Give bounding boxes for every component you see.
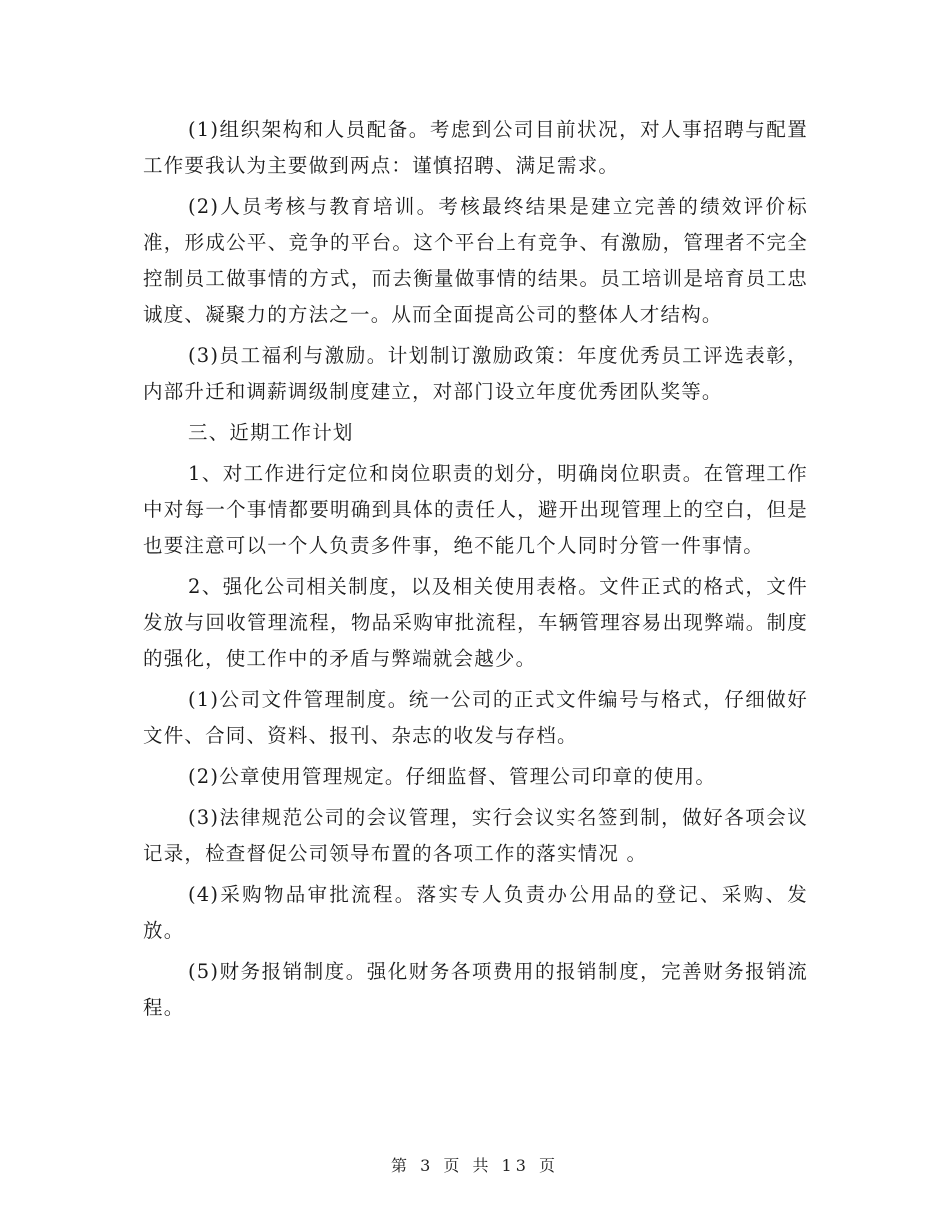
paragraph-strengthen-systems: 2、强化公司相关制度，以及相关使用表格。文件正式的格式，文件发放与回收管理流程，物品采购审批流程，车辆管理容易出现弊端。制度的强化，使工作中的矛盾与弊端就会越少。 bbox=[143, 575, 808, 670]
paragraph-seal-usage: (2)公章使用管理规定。仔细监督、管理公司印章的使用。 bbox=[188, 765, 717, 788]
paragraph-assessment-training: (2)人员考核与教育培训。考核最终结果是建立完善的绩效评价标准，形成公平、竞争的平台。这个平台上有竞争、有激励，管理者不完全控制员工做事情的方式，而去衡量做事情的结果。员工培训是培育员工忠诚度、凝聚力的方法之一。从而全面提高公司的整体人才结构。 bbox=[143, 195, 808, 326]
section-heading-near-term-plan: 三、近期工作计划 bbox=[188, 421, 354, 444]
paragraph-procurement-approval: (4)采购物品审批流程。落实专人负责办公用品的登记、采购、发放。 bbox=[143, 883, 808, 942]
paragraph-welfare-incentive: (3)员工福利与激励。计划制订激励政策：年度优秀员工评选表彰，内部升迁和调薪调级制度建立，对部门设立年度优秀团队奖等。 bbox=[143, 344, 808, 403]
document-body bbox=[143, 112, 808, 1031]
paragraph-document-management: (1)公司文件管理制度。统一公司的正式文件编号与格式，仔细做好文件、合同、资料、报刊、杂志的收发与存档。 bbox=[143, 688, 808, 747]
paragraph-job-responsibilities: 1、对工作进行定位和岗位职责的划分，明确岗位职责。在管理工作中对每一个事情都要明确到具体的责任人，避开出现管理上的空白，但是也要注意可以一个人负责多件事，绝不能几个人同时分管一件事情。 bbox=[143, 462, 808, 557]
paragraph-org-structure: (1)组织架构和人员配备。考虑到公司目前状况，对人事招聘与配置工作要我认为主要做到两点：谨慎招聘、满足需求。 bbox=[143, 118, 808, 177]
paragraph-meeting-management: (3)法律规范公司的会议管理，实行会议实名签到制，做好各项会议记录，检查督促公司领导布置的各项工作的落实情况 。 bbox=[143, 806, 808, 865]
paragraph-finance-reimbursement: (5)财务报销制度。强化财务各项费用的报销制度，完善财务报销流程。 bbox=[143, 960, 808, 1019]
page-number-footer: 第 3 页 共 13 页 bbox=[391, 1156, 559, 1175]
